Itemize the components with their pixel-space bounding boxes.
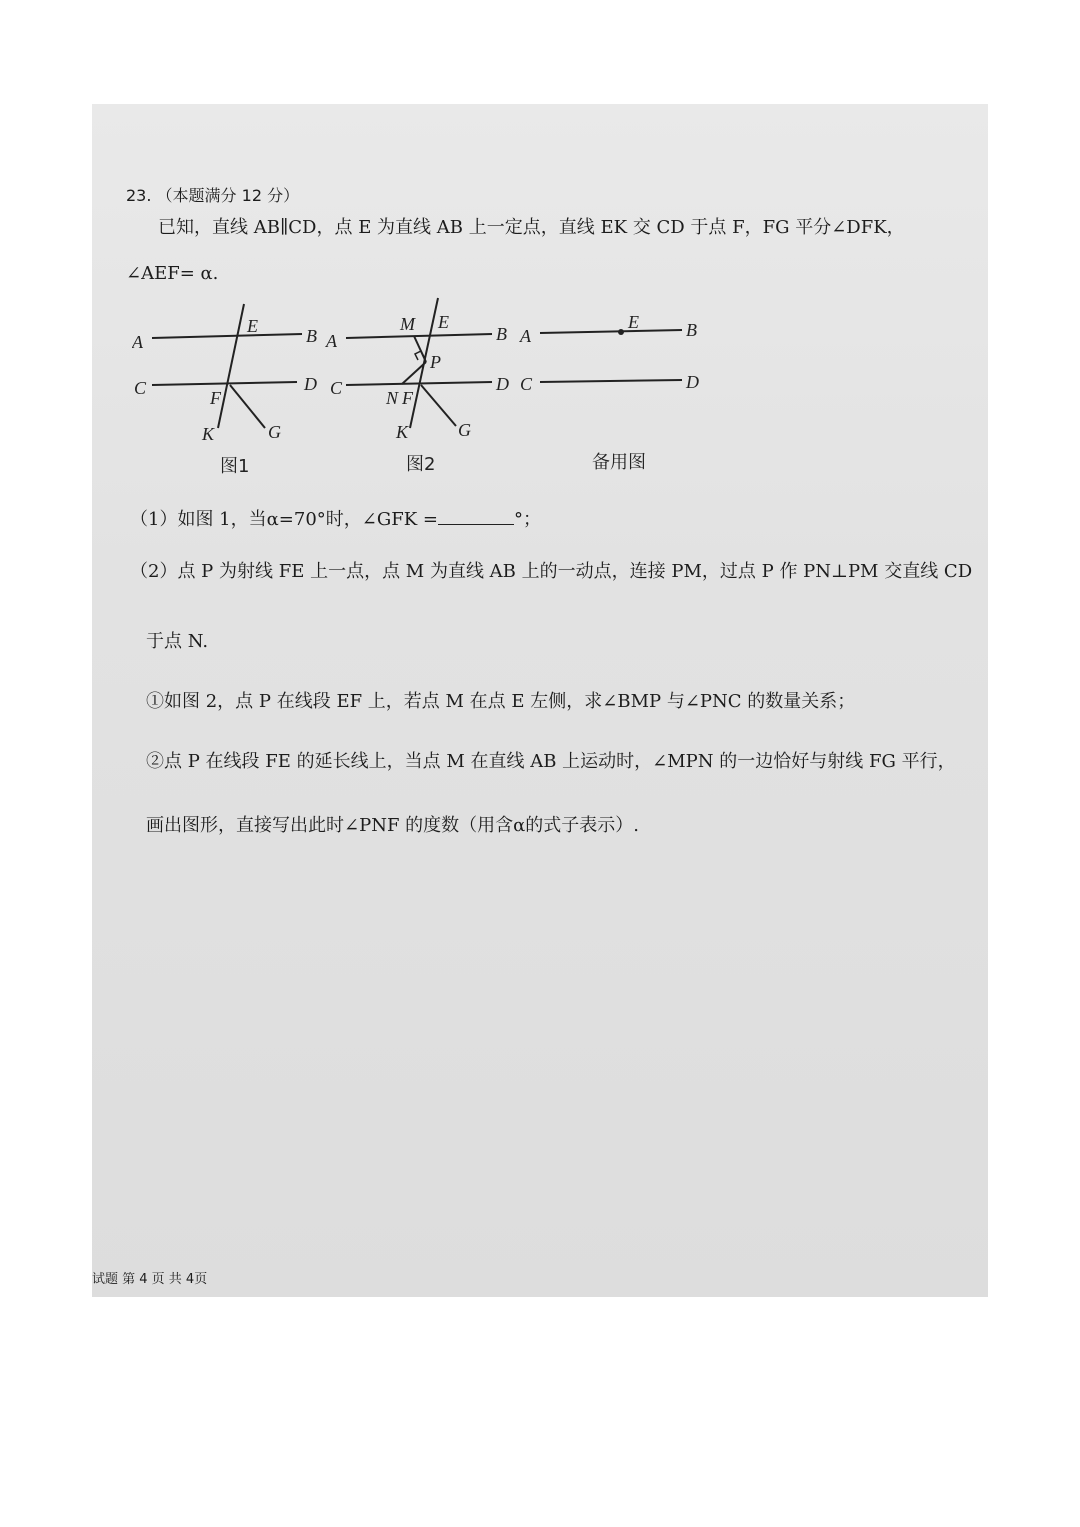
fig2-label-g: G (458, 420, 471, 440)
fig1-line-ab (152, 334, 302, 338)
part-2-sub-2-line-1: ②点 P 在线段 FE 的延长线上，当点 M 在直线 AB 上运动时，∠MPN 的一边恰好与射线 FG 平行， (146, 751, 956, 772)
fig2-label-e: E (438, 312, 449, 332)
fig2-label-c: C (330, 378, 343, 398)
figure-1 (132, 304, 317, 477)
fig1-label-f: F (210, 388, 221, 408)
exam-sheet (92, 104, 988, 1297)
fig3-caption: 备用图 (592, 452, 646, 473)
question-header (126, 184, 299, 208)
fig2-label-m: M (400, 314, 415, 334)
fig1-label-b: B (306, 326, 317, 346)
fig1-line-ek (218, 304, 244, 428)
fig1-label-d: D (304, 374, 317, 394)
figure-backup (519, 312, 699, 473)
fig1-label-c: C (134, 378, 147, 398)
score-note: （本题满分 12 分） (156, 186, 300, 205)
fig2-label-k: K (396, 422, 409, 442)
part-1-suffix: °； (513, 509, 541, 530)
given-line-2: ∠AEF= α. (126, 263, 219, 284)
fig3-label-b: B (686, 320, 697, 340)
fig3-point-e (618, 329, 624, 335)
fig3-label-d: D (686, 372, 699, 392)
question-number: 23. (126, 186, 152, 205)
fig2-right-angle-mark (415, 351, 424, 360)
page-footer: 试题 第 4 页 共 4页 (92, 1272, 208, 1287)
part-1-prefix: （1）如图 1，当α=70°时，∠GFK = (130, 509, 438, 530)
part-2-line-2: 于点 N. (146, 631, 209, 652)
given-line-1: 已知，直线 AB∥CD，点 E 为直线 AB 上一定点，直线 EK 交 CD 于点 F，FG 平分∠DFK， (158, 217, 905, 238)
fig1-label-a: A (132, 332, 143, 352)
fig2-label-n: N (386, 388, 399, 408)
fig3-label-e: E (628, 312, 639, 332)
fig1-label-e: E (247, 316, 258, 336)
part-2-sub-1: ①如图 2，点 P 在线段 EF 上，若点 M 在点 E 左侧，求∠BMP 与∠PNC 的数量关系； (146, 691, 856, 712)
fig3-line-cd (540, 380, 682, 382)
part-2-sub-2-line-2: 画出图形，直接写出此时∠PNF 的度数（用含α的式子表示）. (146, 815, 640, 836)
fig2-ray-fg (421, 385, 456, 426)
fig3-label-a: A (520, 326, 531, 346)
figures-group (132, 290, 732, 480)
fig2-label-f: F (402, 388, 413, 408)
part-2-line-1: （2）点 P 为射线 FE 上一点，点 M 为直线 AB 上的一动点，连接 PM，过点 P 作 PN⊥PM 交直线 CD (130, 561, 973, 582)
part-1 (130, 508, 541, 532)
figure-2 (325, 298, 509, 475)
fig1-line-cd (152, 382, 297, 385)
fig3-label-c: C (520, 374, 533, 394)
fig1-caption: 图1 (220, 456, 250, 477)
fig2-line-ab (346, 334, 492, 338)
fig1-label-k: K (202, 424, 215, 444)
fig1-ray-fg (230, 385, 265, 428)
fig2-label-a: A (326, 331, 337, 351)
fig2-label-d: D (496, 374, 509, 394)
fig2-caption: 图2 (406, 454, 436, 475)
fig2-label-b: B (496, 324, 507, 344)
fig1-label-g: G (268, 422, 281, 442)
fig2-label-p: P (430, 352, 441, 372)
answer-blank (438, 508, 514, 525)
fig3-line-ab (540, 330, 682, 333)
fig2-segment-mp (414, 336, 426, 362)
